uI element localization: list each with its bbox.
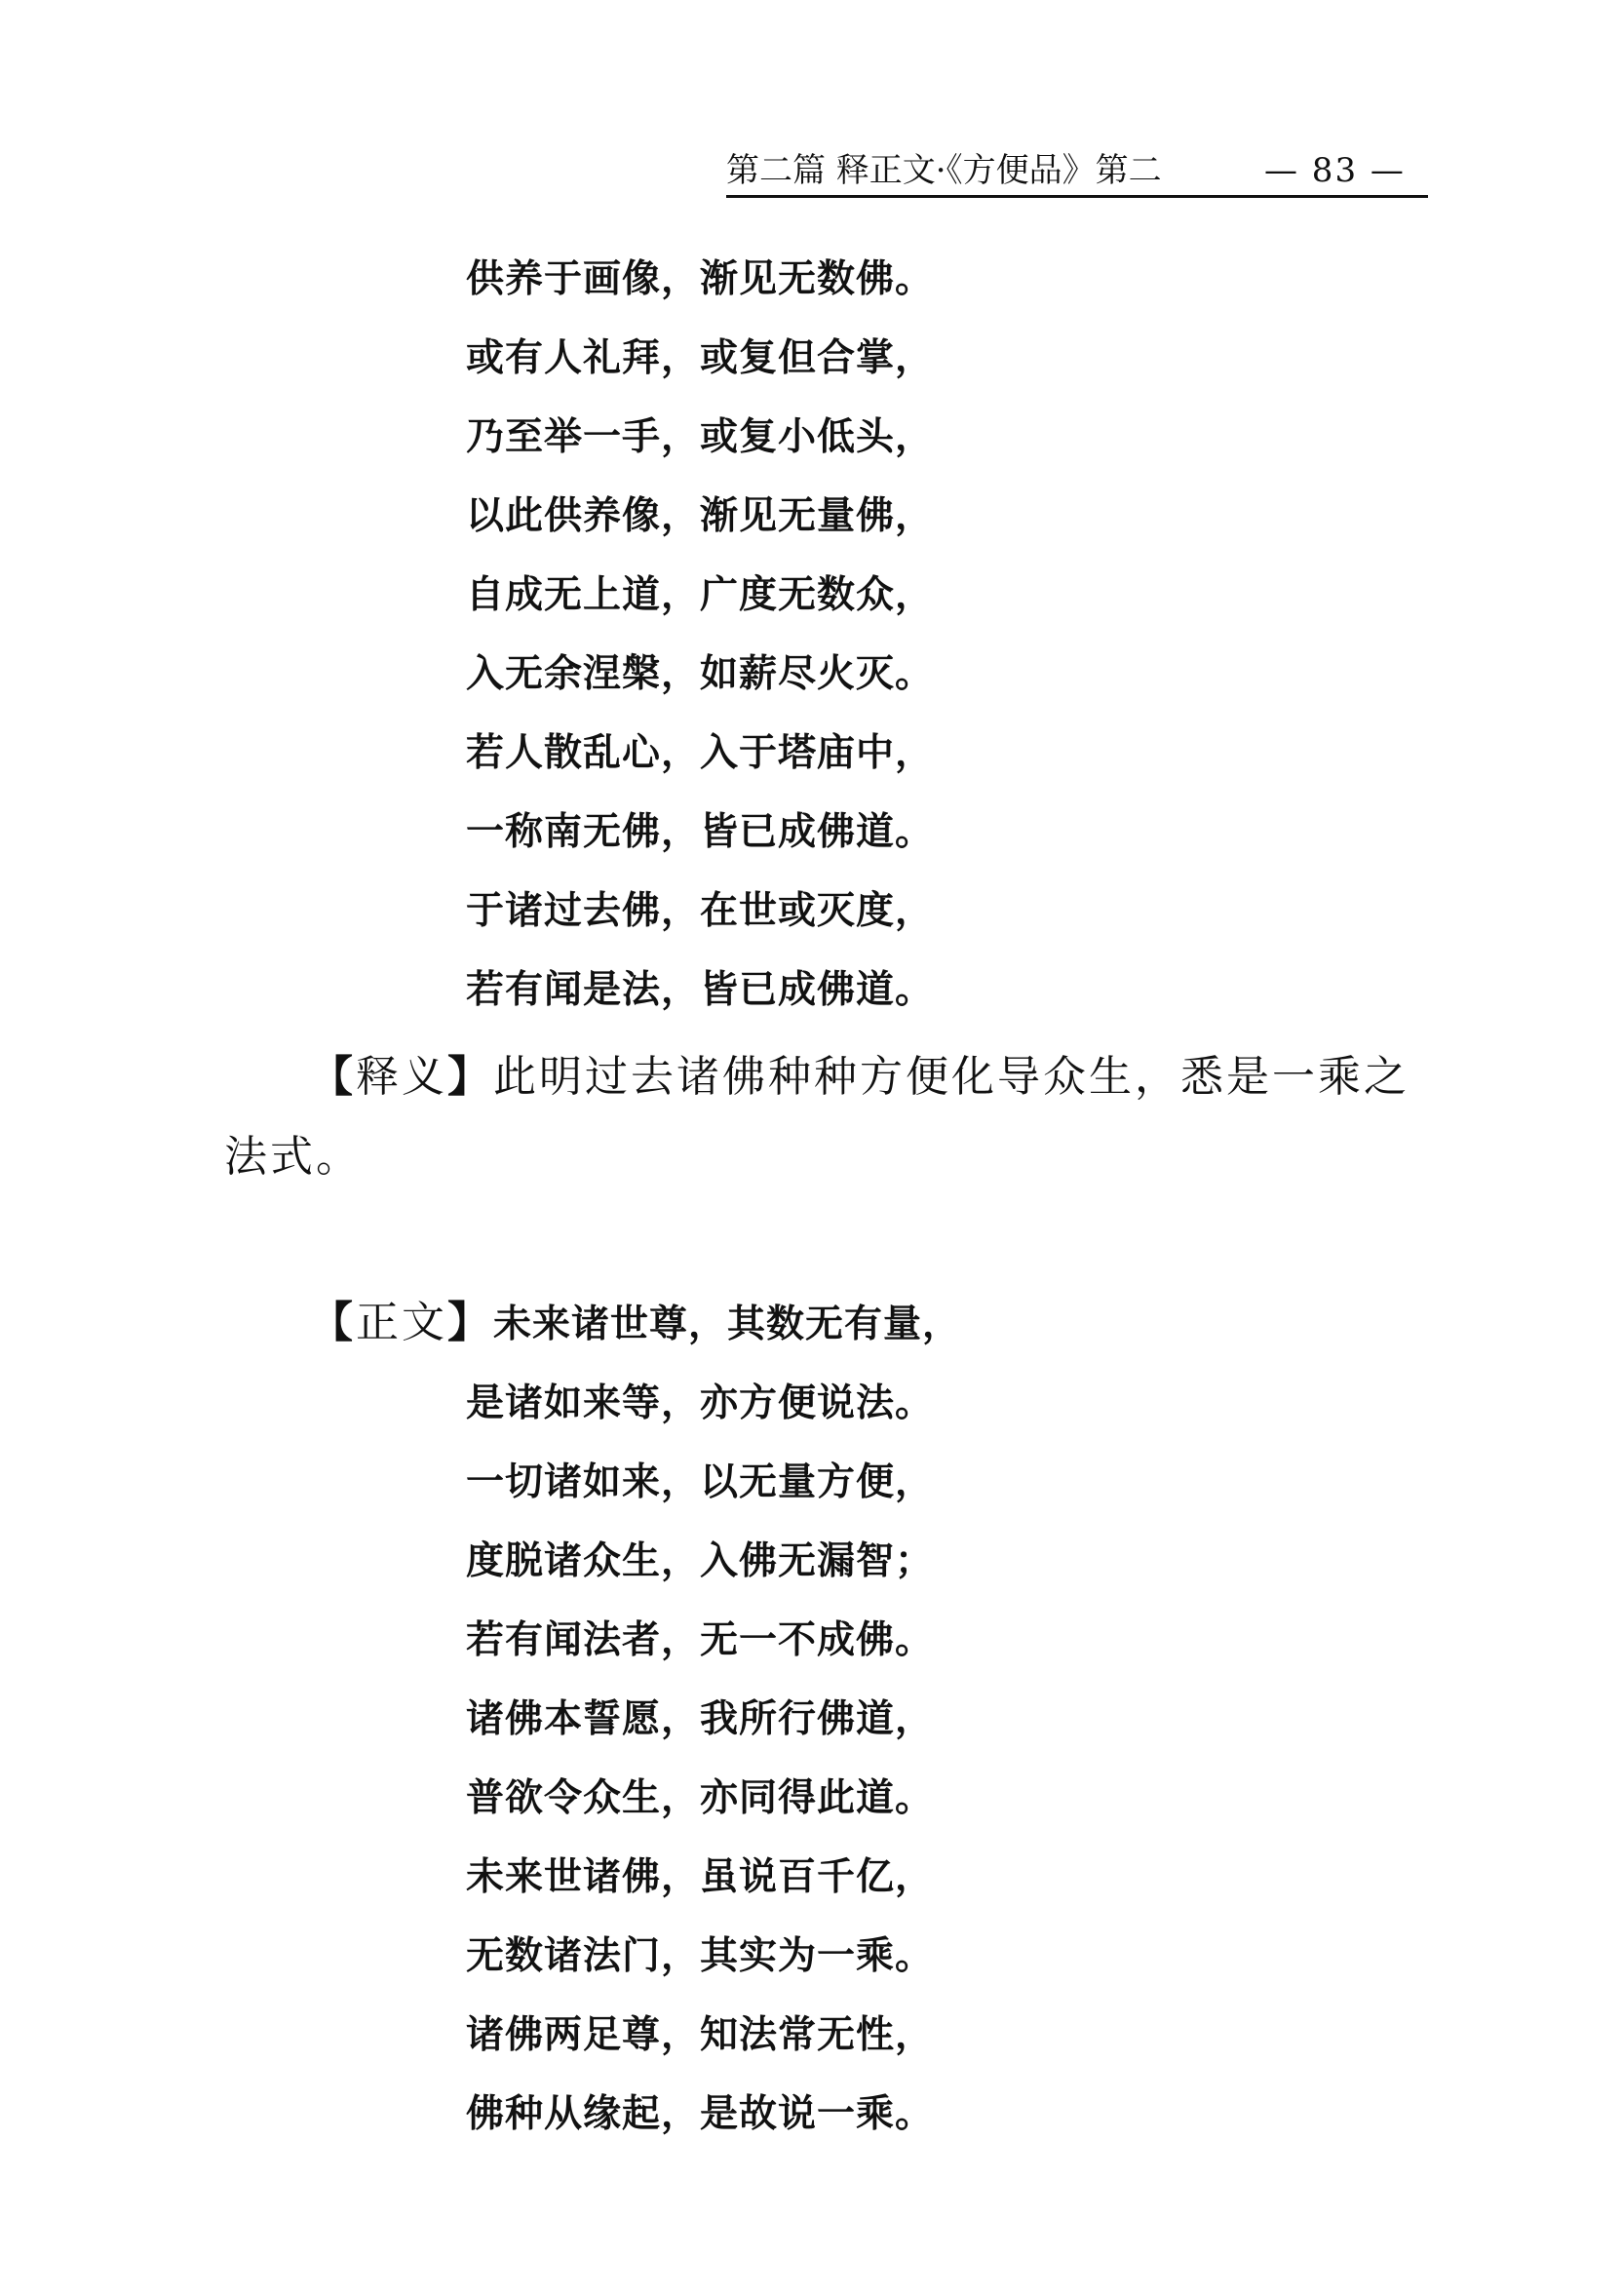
verse-line: 佛种从缘起，是故说一乘。 (466, 2092, 935, 2136)
running-header (726, 146, 1428, 198)
header-title: 第二篇 释正文·《方便品》第二 (726, 151, 1162, 190)
bracket-close: 】 (447, 1052, 493, 1102)
verse-line: 以此供养像，渐见无量佛， (466, 494, 935, 538)
verse-line: 供养于画像，渐见无数佛。 (466, 257, 935, 301)
verse-line: 未来世诸佛，虽说百千亿， (466, 1855, 935, 1899)
verse-line: 入无余涅槃，如薪尽火灭。 (466, 652, 935, 696)
verse-line: 度脱诸众生，入佛无漏智； (466, 1539, 935, 1583)
verse-line: 诸佛本誓愿，我所行佛道， (466, 1697, 935, 1741)
verse-line: 诸佛两足尊，知法常无性， (466, 2013, 935, 2057)
shiyi-paragraph-line-2: 法式。 (224, 1132, 362, 1182)
verse-line: 是诸如来等，亦方便说法。 (466, 1381, 935, 1425)
verse-line: 自成无上道，广度无数众， (466, 573, 935, 617)
verse-line: 若有闻是法，皆已成佛道。 (466, 968, 935, 1012)
verse-line: 或有人礼拜，或复但合掌， (466, 336, 935, 380)
bracket-open: 【 (310, 1298, 356, 1347)
shiyi-text: 此明过去诸佛种种方便化导众生，悉是一乘之 (493, 1052, 1410, 1102)
verse-line: 普欲令众生，亦同得此道。 (466, 1776, 935, 1820)
shiyi-paragraph-line-1 (310, 1048, 1410, 1107)
verse-line: 若有闻法者，无一不成佛。 (466, 1618, 935, 1662)
verse-line: 于诸过去佛，在世或灭度， (466, 889, 935, 933)
verse-line: 若人散乱心，入于塔庙中， (466, 731, 935, 775)
zhengwen-label: 正文 (356, 1298, 447, 1347)
verse-line: 一称南无佛，皆已成佛道。 (466, 810, 935, 854)
verse-line: 一切诸如来，以无量方便， (466, 1460, 935, 1504)
shiyi-label: 释义 (356, 1052, 447, 1102)
page-number: — 83 — (1264, 151, 1406, 190)
zhengwen-first-line: 未来诸世尊，其数无有量， (493, 1303, 962, 1346)
verse-line: 乃至举一手，或复小低头， (466, 415, 935, 459)
bracket-close: 】 (447, 1298, 493, 1347)
bracket-open: 【 (310, 1052, 356, 1102)
zhengwen-paragraph-line-1 (310, 1294, 961, 1354)
verse-line: 无数诸法门，其实为一乘。 (466, 1934, 935, 1978)
